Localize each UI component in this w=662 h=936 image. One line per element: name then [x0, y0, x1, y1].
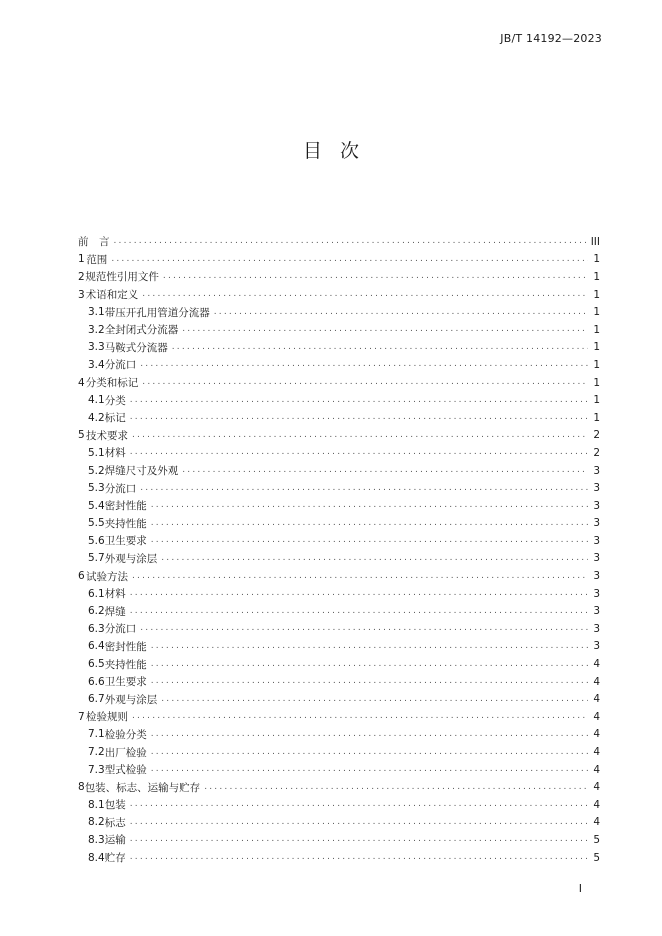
toc-entry-label: 马鞍式分流器: [104, 341, 168, 354]
toc-dot-leader: [140, 484, 588, 493]
toc-entry-page: 3: [593, 570, 600, 583]
toc-entry-page: 4: [593, 693, 600, 706]
toc-entry[interactable]: [78, 479, 600, 497]
toc-entry-page: 3: [593, 587, 600, 600]
toc-entry[interactable]: [78, 339, 600, 357]
toc-entry-page: 4: [593, 675, 600, 688]
toc-entry[interactable]: [78, 778, 600, 796]
toc-entry-number: 7.3: [88, 763, 105, 776]
toc-dot-leader: [161, 554, 588, 563]
toc-dot-leader: [130, 589, 588, 598]
toc-entry-label: 标记: [104, 412, 126, 425]
toc-entry-number: 5.3: [88, 482, 105, 495]
toc-dot-leader: [204, 783, 588, 792]
toc-entry-page: 1: [593, 411, 600, 424]
toc-entry-page: 4: [593, 746, 600, 759]
toc-entry[interactable]: [78, 796, 600, 814]
toc-dot-leader: [151, 519, 588, 528]
toc-entry-page: 2: [593, 446, 600, 459]
toc-entry[interactable]: [78, 655, 600, 673]
toc-dot-leader: [130, 448, 588, 457]
toc-dot-leader: [151, 501, 588, 510]
toc-entry-number: 8.1: [88, 798, 105, 811]
toc-entry-number: 7.1: [88, 728, 105, 741]
toc-entry[interactable]: [78, 638, 600, 656]
toc-entry-page: 3: [593, 482, 600, 495]
toc-dot-leader: [132, 431, 588, 440]
toc-entry-page: III: [590, 235, 600, 248]
toc-entry-label: 术语和定义: [85, 289, 139, 302]
toc-dot-leader: [132, 712, 588, 721]
toc-entry[interactable]: [78, 233, 600, 251]
toc-entry[interactable]: [78, 726, 600, 744]
toc-entry-label: 分流口: [104, 482, 137, 495]
toc-entry-number: 7.2: [88, 746, 105, 759]
toc-entry-label: 全封闭式分流器: [104, 324, 179, 337]
toc-dot-leader: [151, 536, 588, 545]
toc-dot-leader: [130, 396, 588, 405]
toc-entry-page: 4: [593, 658, 600, 671]
toc-entry[interactable]: [78, 409, 600, 427]
toc-entry-number: 1: [78, 253, 85, 266]
toc-entry-page: 4: [593, 710, 600, 723]
toc-entry-number: 4.1: [88, 394, 105, 407]
toc-entry-label: 卫生要求: [104, 676, 147, 689]
toc-entry-number: 4.2: [88, 411, 105, 424]
toc-entry-page: 3: [593, 499, 600, 512]
toc-entry[interactable]: [78, 286, 600, 304]
page-title: 目次: [302, 140, 377, 162]
toc-entry-number: 2: [78, 270, 85, 283]
toc-entry-page: 3: [593, 552, 600, 565]
toc-entry-label: 型式检验: [104, 764, 147, 777]
toc-dot-leader: [140, 360, 588, 369]
toc-dot-leader: [172, 343, 588, 352]
toc-entry-number: 6.3: [88, 622, 105, 635]
toc-entry-number: 5.2: [88, 464, 105, 477]
toc-entry[interactable]: [78, 356, 600, 374]
toc-entry-page: 4: [593, 816, 600, 829]
toc-entry-label: 夹持性能: [104, 658, 147, 671]
toc-entry-label: 分流口: [104, 623, 137, 636]
toc-entry-page: 1: [593, 376, 600, 389]
toc-dot-leader: [142, 378, 588, 387]
toc-entry-label: 分类和标记: [85, 377, 139, 390]
toc-dot-leader: [130, 818, 588, 827]
toc-dot-leader: [151, 765, 588, 774]
toc-entry-number: 6.2: [88, 605, 105, 618]
toc-entry-label: 密封性能: [104, 640, 147, 653]
toc-entry-page: 1: [593, 358, 600, 371]
toc-dot-leader: [151, 642, 588, 651]
toc-entry[interactable]: [78, 567, 600, 585]
toc-entry[interactable]: [78, 761, 600, 779]
toc-entry-label: 密封性能: [104, 500, 147, 513]
toc-entry-number: 3.4: [88, 358, 105, 371]
toc-entry[interactable]: [78, 321, 600, 339]
toc-entry-page: 3: [593, 517, 600, 530]
toc-entry-label: 夹持性能: [104, 517, 147, 530]
toc-entry-number: 5.6: [88, 534, 105, 547]
toc-entry-label: 分类: [104, 394, 126, 407]
toc-entry-number: 3.2: [88, 323, 105, 336]
toc-entry-label: 包装、标志、运输与贮存: [84, 781, 201, 794]
toc-entry-number: 8.4: [88, 851, 105, 864]
toc-entry-page: 3: [593, 605, 600, 618]
toc-entry-label: 检验规则: [85, 711, 128, 724]
toc-dot-leader: [142, 290, 588, 299]
toc-entry-number: 6: [78, 570, 85, 583]
toc-entry-number: 5.4: [88, 499, 105, 512]
toc-entry-page: 1: [593, 306, 600, 319]
toc-entry-label: 试验方法: [85, 570, 128, 583]
toc-entry-number: 5.1: [88, 446, 105, 459]
toc-entry-label: 贮存: [104, 852, 126, 865]
toc-dot-leader: [130, 835, 588, 844]
document-code: JB/T 14192—2023: [500, 32, 602, 45]
toc-entry-number: 4: [78, 376, 85, 389]
toc-entry[interactable]: [78, 532, 600, 550]
toc-dot-leader: [130, 800, 588, 809]
toc-entry-page: 1: [593, 288, 600, 301]
toc-entry[interactable]: [78, 708, 600, 726]
toc-entry-number: 3.1: [88, 306, 105, 319]
toc-entry[interactable]: [78, 585, 600, 603]
toc-entry-page: 5: [593, 833, 600, 846]
toc-entry[interactable]: [78, 515, 600, 533]
toc-entry[interactable]: [78, 849, 600, 867]
toc-entry-number: 8.2: [88, 816, 105, 829]
toc-entry-page: 3: [593, 622, 600, 635]
toc-entry[interactable]: [78, 620, 600, 638]
toc-entry[interactable]: [78, 303, 600, 321]
toc-entry-label: 材料: [104, 447, 126, 460]
toc-entry-page: 4: [593, 728, 600, 741]
toc-entry-label: 分流口: [104, 359, 137, 372]
toc-dot-leader: [214, 308, 588, 317]
toc-dot-leader: [114, 237, 587, 246]
toc-entry[interactable]: [78, 831, 600, 849]
toc-entry[interactable]: [78, 427, 600, 445]
toc-dot-leader: [132, 572, 588, 581]
toc-dot-leader: [130, 413, 588, 422]
toc-entry-page: 1: [593, 270, 600, 283]
toc-entry-label: 焊缝尺寸及外观: [104, 465, 179, 478]
toc-entry-label: 带压开孔用管道分流器: [104, 306, 210, 319]
toc-entry-page: 1: [593, 323, 600, 336]
toc-entry[interactable]: [78, 251, 600, 269]
toc-entry-label: 范围: [86, 253, 108, 266]
toc-entry[interactable]: [78, 814, 600, 832]
toc-entry-number: 8.3: [88, 833, 105, 846]
toc-entry-label: 出厂检验: [104, 746, 147, 759]
toc-entry[interactable]: [78, 374, 600, 392]
toc-dot-leader: [151, 730, 588, 739]
toc-entry-label: 运输: [104, 834, 126, 847]
toc-entry-number: 6.6: [88, 675, 105, 688]
toc-entry-label: 技术要求: [85, 429, 128, 442]
toc-entry-number: 8: [78, 781, 85, 794]
toc-entry[interactable]: [78, 550, 600, 568]
toc-entry-page: 1: [593, 253, 600, 266]
toc-entry-page: 2: [593, 429, 600, 442]
toc-dot-leader: [130, 853, 588, 862]
toc-entry-page: 4: [593, 798, 600, 811]
toc-entry-label: 前 言: [78, 236, 110, 249]
toc-entry[interactable]: [78, 743, 600, 761]
toc-entry-page: 5: [593, 851, 600, 864]
toc-entry-label: 外观与涂层: [104, 693, 158, 706]
toc-entry-label: 包装: [104, 799, 126, 812]
toc-entry-page: 3: [593, 640, 600, 653]
toc-entry-page: 1: [593, 394, 600, 407]
toc-entry-label: 外观与涂层: [104, 552, 158, 565]
toc-entry-number: 6.7: [88, 693, 105, 706]
toc-entry-number: 3.3: [88, 341, 105, 354]
toc-entry-number: 5.7: [88, 552, 105, 565]
toc-dot-leader: [151, 748, 588, 757]
toc-dot-leader: [182, 466, 588, 475]
toc-entry-label: 检验分类: [104, 728, 147, 741]
toc-entry-number: 5: [78, 429, 85, 442]
toc-entry-number: 6.4: [88, 640, 105, 653]
toc-entry-number: 5.5: [88, 517, 105, 530]
toc-entry-page: 3: [593, 464, 600, 477]
table-of-contents: [78, 233, 600, 866]
toc-dot-leader: [151, 677, 588, 686]
toc-entry-label: 焊缝: [104, 605, 126, 618]
page-number: I: [578, 882, 582, 895]
toc-dot-leader: [161, 695, 588, 704]
toc-entry-label: 材料: [104, 588, 126, 601]
toc-dot-leader: [163, 272, 588, 281]
toc-entry[interactable]: [78, 690, 600, 708]
toc-dot-leader: [182, 325, 588, 334]
toc-dot-leader: [111, 255, 588, 264]
toc-entry-label: 标志: [104, 816, 126, 829]
toc-dot-leader: [151, 660, 588, 669]
toc-entry-label: 规范性引用文件: [85, 271, 159, 284]
toc-entry-number: 6.5: [88, 658, 105, 671]
toc-entry[interactable]: [78, 444, 600, 462]
toc-entry[interactable]: [78, 391, 600, 409]
toc-entry[interactable]: [78, 268, 600, 286]
toc-entry-number: 7: [78, 710, 85, 723]
toc-entry-label: 卫生要求: [104, 535, 147, 548]
toc-entry-page: 4: [593, 763, 600, 776]
toc-entry[interactable]: [78, 497, 600, 515]
toc-entry-page: 3: [593, 534, 600, 547]
toc-dot-leader: [140, 624, 588, 633]
toc-entry-number: 6.1: [88, 587, 105, 600]
toc-entry[interactable]: [78, 602, 600, 620]
toc-dot-leader: [130, 607, 588, 616]
toc-entry[interactable]: [78, 673, 600, 691]
toc-entry-page: 1: [593, 341, 600, 354]
toc-entry[interactable]: [78, 462, 600, 480]
toc-entry-page: 4: [593, 781, 600, 794]
toc-entry-number: 3: [78, 288, 85, 301]
